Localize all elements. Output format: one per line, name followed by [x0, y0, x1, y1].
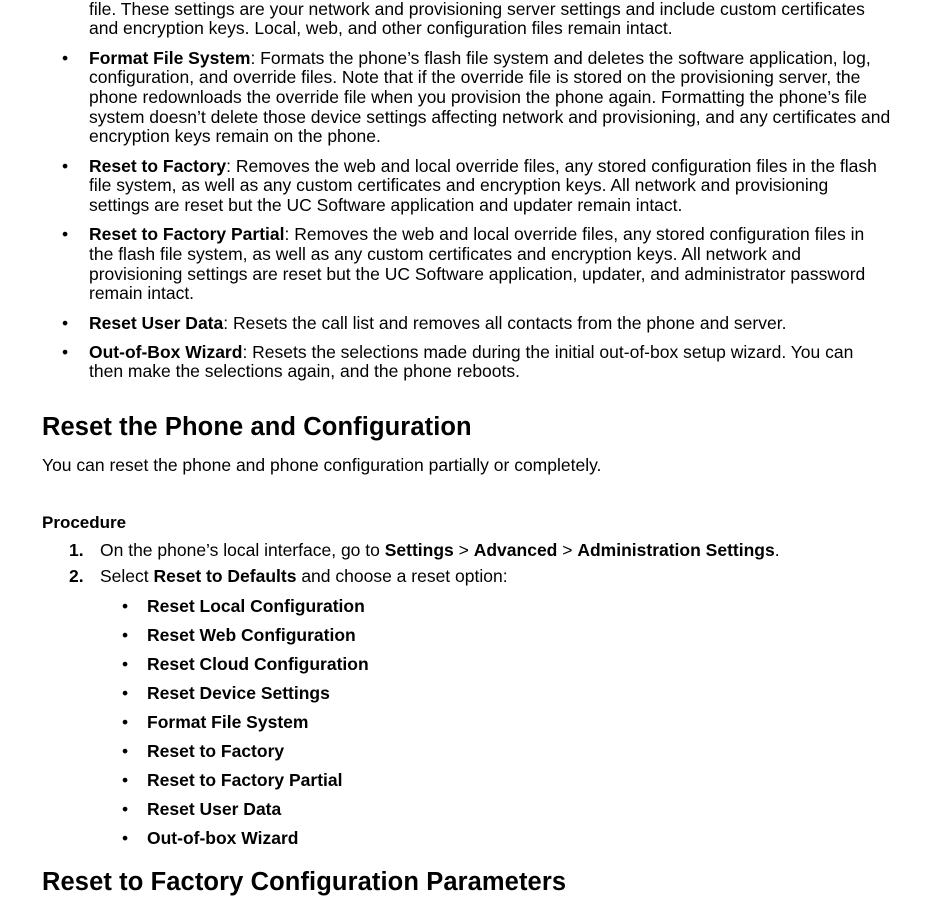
list-item [0, 314, 951, 334]
list-item [0, 0, 951, 39]
next-section-heading: Reset to Factory Configuration Parameters [42, 868, 567, 896]
reset-option-label: Reset User Data [147, 799, 282, 819]
reset-option-item [0, 596, 951, 625]
reset-option-item [0, 741, 951, 770]
term-description: : Removes the web and local override files, any stored configuration files in the flash file system, as well as any custom certificates and encryption keys. All network and provisioning settings are reset but the UC Software application and updater remain intact. [89, 155, 877, 216]
reset-option-item [0, 712, 951, 741]
section-heading: Reset the Phone and Configuration [42, 413, 472, 441]
term: Reset User Data [89, 312, 224, 333]
reset-option-item [0, 683, 951, 712]
term-description: : Removes the web and local override files, any stored configuration files in the flash file system, as well as any custom certificates and encryption keys. All network and provisioning settings are reset but the UC Software application, updater, and administrator password remain intact. [89, 224, 866, 304]
reset-option-item [0, 654, 951, 683]
reset-option-label: Reset Local Configuration [147, 596, 365, 616]
reset-option-label: Reset to Factory [147, 741, 285, 761]
bullet-marker: • [62, 312, 69, 333]
step-number: 1. [69, 540, 84, 560]
step-text-part: Select [100, 566, 154, 586]
reset-option-item [0, 770, 951, 799]
menu-path-administration-settings: Administration Settings [577, 540, 775, 560]
reset-option-label: Reset Web Configuration [147, 625, 356, 645]
reset-description-list [0, 0, 951, 382]
reset-option-label: Reset Device Settings [147, 683, 330, 703]
reset-option-label: Format File System [147, 712, 309, 732]
term: Format File System [89, 47, 251, 68]
step-text-part: > [453, 540, 474, 560]
step-text-part: . [774, 540, 780, 560]
bullet-marker: • [122, 596, 129, 616]
menu-path-advanced: Advanced [473, 540, 558, 560]
bullet-marker: • [122, 741, 129, 761]
step-text [100, 540, 780, 560]
term-description: file. These settings are your network and provisioning server settings and include custom certificates and encryption keys. Local, web, and other configuration files remain intact. [89, 0, 865, 39]
procedure-step [0, 566, 951, 586]
step-text-part: On the phone’s local interface, go to [100, 540, 385, 560]
reset-option-label: Reset Cloud Configuration [147, 654, 369, 674]
bullet-marker: • [122, 683, 129, 703]
list-item [0, 49, 951, 148]
reset-option-item [0, 828, 951, 857]
reset-option-item [0, 625, 951, 654]
term-description: : Resets the selections made during the initial out-of-box setup wizard. You can then make the selections again, and the phone reboots. [89, 341, 854, 382]
step-text-part: > [557, 540, 578, 560]
procedure-label: Procedure [42, 513, 127, 532]
term: Reset to Factory [89, 155, 227, 176]
bullet-marker: • [122, 712, 129, 732]
step-text [100, 566, 508, 586]
bullet-marker: • [62, 155, 69, 176]
bullet-marker: • [62, 224, 69, 245]
reset-option-label: Out-of-box Wizard [147, 828, 299, 848]
bullet-marker: • [122, 625, 129, 645]
term-description: : Resets the call list and removes all contacts from the phone and server. [223, 312, 787, 333]
procedure-steps [0, 540, 951, 592]
bullet-marker: • [62, 341, 69, 362]
list-item [0, 157, 951, 216]
menu-path-settings: Settings [384, 540, 454, 560]
bullet-marker: • [122, 654, 129, 674]
reset-option-item [0, 799, 951, 828]
bullet-marker: • [122, 828, 129, 848]
reset-options-list [0, 596, 951, 857]
step-text-part: and choose a reset option: [296, 566, 508, 586]
menu-path-reset-to-defaults: Reset to Defaults [153, 566, 297, 586]
list-item [0, 225, 951, 304]
section-intro: You can reset the phone and phone configuration partially or completely. [42, 455, 602, 475]
procedure-step [0, 540, 951, 560]
term: Out-of-Box Wizard [89, 341, 243, 362]
list-item [0, 343, 951, 382]
term-description: : Formats the phone’s flash file system and deletes the software application, log, configuration, and override files. Note that if the override file is stored on the provisioning server, the phone redownloads the override file when you provision the phone again. Formatting the phone’s file system doesn’t delete those device settings affecting network and provisioning, and any certificates and encryption keys remain on the phone. [89, 47, 891, 147]
bullet-marker: • [122, 799, 129, 819]
reset-option-label: Reset to Factory Partial [147, 770, 343, 790]
step-number: 2. [69, 566, 84, 586]
term: Reset to Factory Partial [89, 224, 285, 245]
bullet-marker: • [122, 770, 129, 790]
bullet-marker: • [62, 47, 69, 68]
